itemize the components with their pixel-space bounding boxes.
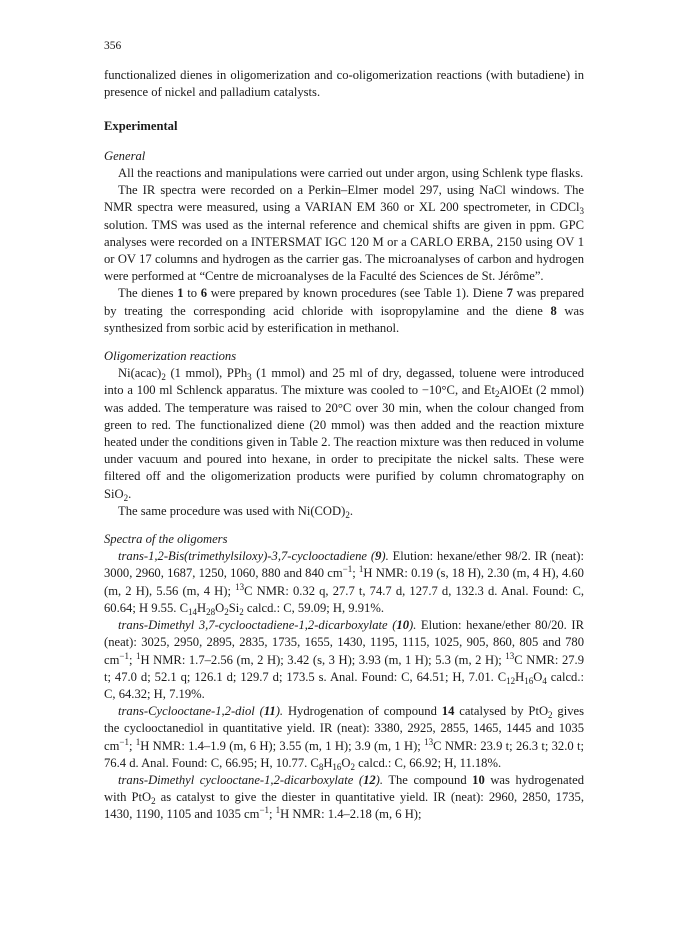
experimental-heading: Experimental	[104, 118, 178, 133]
general-subheading: General	[104, 148, 146, 163]
general-paragraph-1: All the reactions and manipulations were carried out under argon, using Schlenk type flasks.	[118, 166, 584, 181]
compound-10-entry: trans-Dimethyl 3,7-cyclooctadiene-1,2-dicarboxylate (10). Elution: hexane/ether 80/20. IR (neat): 3025, 2950, 2895, 2835, 1735, 1655, 1430, 1195, 1115, 1025, 905, 860, 805 and 780 $cm^{-1}$; $^1$H NMR: 1.7–2.56 (m, 2 H); 3.42 (s, 3 H); 3.93 (m, 1 H); 5.3 (m, 2 H); $^{13}$C NMR: 27.9 t; 47.0 d; 52.1 q; 126.1 d; 129.7 d; 173.5 s. Anal. Found: C, 64.51; H, 7.01. $C_{12}H_{16}O_4$ calcd.: C, 64.32; H, 7.19%.	[104, 618, 584, 701]
oligomerization-subheading: Oligomerization reactions	[104, 349, 237, 364]
general-paragraph-2: The IR spectra were recorded on a Perkin–Elmer model 297, using NaCl windows. The NMR spectra were measured, using a VARIAN EM 360 or XL 200 spectrometer, in CDCl$_3$ solution. TMS was used as the internal reference and chemical shifts are given in ppm. GPC analyses were recorded on a INTERSMAT IGC 120 M or a CARLO ERBA, 2150 using OV 1 or OV 17 columns and hydrogen as the carrier gas. The microanalyses of carbon and hydrogen were performed at “Centre de microanalyses de la Faculté des Sciences de St. Jérôme”.	[104, 183, 584, 284]
compound-12-entry: trans-Dimethyl cyclooctane-1,2-dicarboxylate (12). The compound 10 was hydrogenated with PtO$_2$ as catalyst to give the diester in quantitative yield. IR (neat): 2960, 2850, 1735, 1430, 1190, 1105 and 1035 $cm^{-1}$; $^1$H NMR: 1.4–2.18 (m, 6 H);	[104, 772, 584, 822]
compound-11-entry: trans-Cyclooctane-1,2-diol (11). Hydrogenation of compound 14 catalysed by PtO$_2$ gives the cyclooctanediol in quantitative yield. IR (neat): 3380, 2925, 2855, 1465, 1445 and 1035 $cm^{-1}$; $^1$H NMR: 1.4–1.9 (m, 6 H); 3.55 (m, 1 H); 3.9 (m, 1 H); $^{13}$C NMR: 23.9 t; 26.3 t; 32.0 t; 76.4 d. Anal. Found: C, 66.95; H, 10.77. $C_8H_{16}O_2$ calcd.: C, 66.92; H, 11.18%.	[104, 704, 585, 772]
oligomerization-paragraph-2: The same procedure was used with $Ni(COD)_2$.	[118, 503, 353, 520]
page-number: 356	[104, 40, 122, 52]
compound-9-entry: trans-1,2-Bis(trimethylsiloxy)-3,7-cyclooctadiene (9). Elution: hexane/ether 98/2. IR (neat): 3000, 2960, 1687, 1250, 1060, 880 and 840 $cm^{-1}$; $^1$H NMR: 0.19 (s, 18 H), 2.30 (m, 4 H), 4.60 (m, 2 H), 5.56 (m, 4 H); $^{13}$C NMR: 0.32 q, 27.7 t, 74.7 d, 127.7 d, 132.3 d. Anal. Found: C, 60.64; H 9.55. $C_{14}H_{28}O_2Si_2$ calcd.: C, 59.09; H, 9.91%.	[104, 549, 584, 617]
spectra-subheading: Spectra of the oligomers	[104, 532, 228, 547]
oligomerization-paragraph-1: $Ni(acac)_2$ (1 mmol), PPh$_3$ (1 mmol) and 25 ml of dry, degassed, toluene were introduced into a 100 ml Schlenck apparatus. The mixture was cooled to −10°C, and $Et_2AlOEt$ (2 mmol) was added. The temperature was raised to 20°C over 30 min, when the colour changed from green to red. The functionalized diene (20 mmol) was then added and the reaction mixture heated under the conditions given in Table 2. The reaction mixture was then reduced in volume under vacuum and poured into hexane, in order to precipitate the nickel salts. These were filtered off and the oligomerization products were purified by column chromatography on SiO$_2$.	[104, 366, 584, 503]
general-paragraph-3: The dienes 1 to 6 were prepared by known procedures (see Table 1). Diene 7 was prepared by treating the corresponding acid chloride with isopropylamine and the diene 8 was synthesized from sorbic acid by esterification in methanol.	[104, 286, 585, 335]
intro-continuation-paragraph: functionalized dienes in oligomerization and co-oligomerization reactions (with butadiene) in presence of nickel and palladium catalysts.	[104, 68, 584, 100]
